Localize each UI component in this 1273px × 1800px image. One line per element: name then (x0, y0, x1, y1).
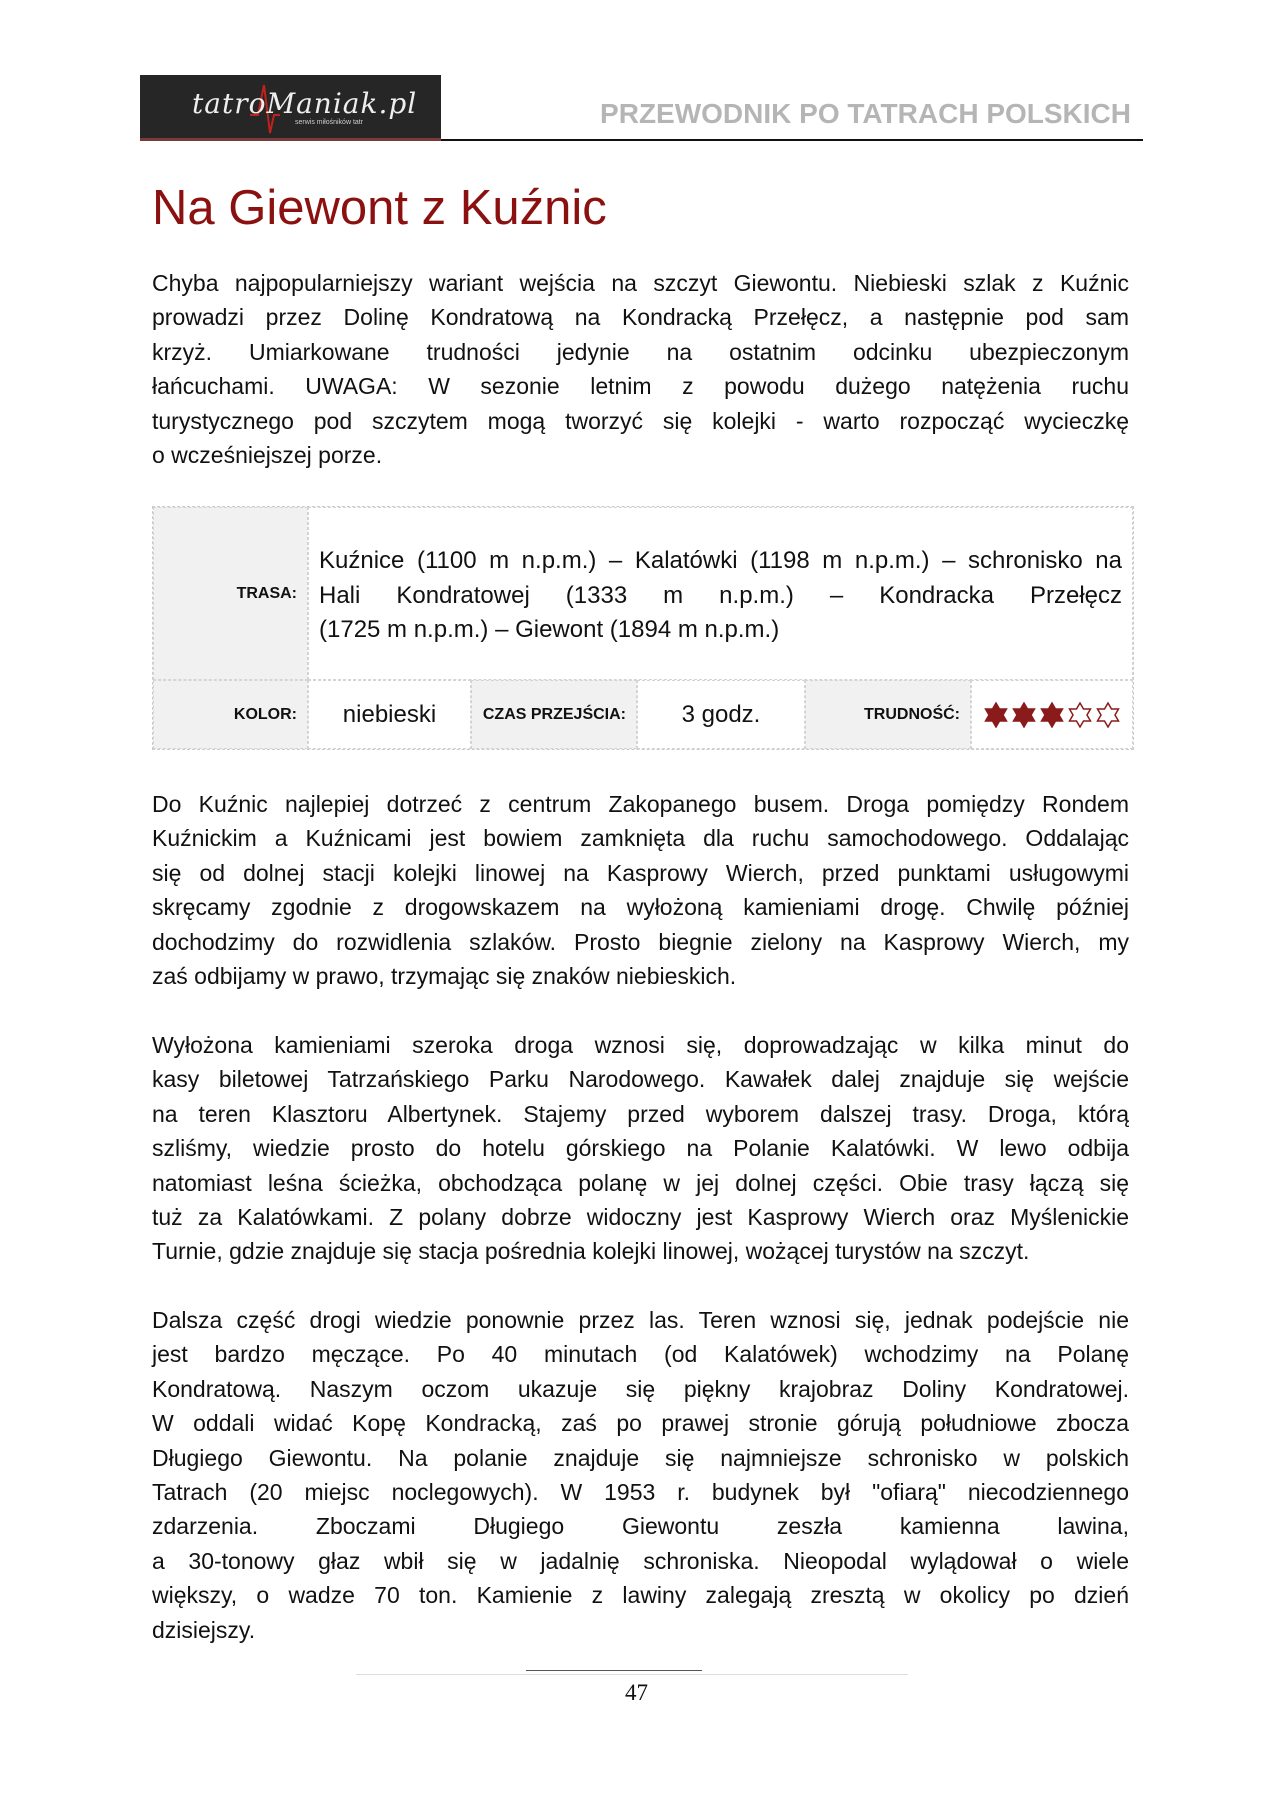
text-line: zdarzenia. Zboczami Długiego Giewontu zeszła kamienna lawina, (152, 1513, 1129, 1540)
star-filled-icon (983, 702, 1009, 728)
header-divider (441, 139, 1143, 141)
star-filled-icon (1039, 702, 1065, 728)
text-line: prowadzi przez Dolinę Kondratową na Kondracką Przełęcz, a następnie pod sam (152, 304, 1129, 331)
header-title: PRZEWODNIK PO TATRACH POLSKICH (600, 98, 1131, 129)
body-paragraph (152, 1028, 1129, 1269)
footer-divider (356, 1674, 908, 1675)
intro-paragraph (152, 266, 1129, 472)
time-label: CZAS PRZEJŚCIA: (471, 680, 637, 749)
logo-text: tatroManiak.pl (192, 87, 418, 120)
text-line: W oddali widać Kopę Kondracką, zaś po prawej stronie górują południowe zbocza (152, 1410, 1129, 1437)
color-label: KOLOR: (153, 680, 308, 749)
star-empty-icon (1095, 702, 1121, 728)
text-line: Tatrach (20 miejsc noclegowych). W 1953 r. budynek był "ofiarą" niecodziennego (152, 1479, 1129, 1506)
text-line: o wcześniejszej porze. (152, 442, 383, 469)
text-line: Dalsza część drogi wiedzie ponownie przez las. Teren wznosi się, jednak podejście nie (152, 1307, 1129, 1333)
page-title: Na Giewont z Kuźnic (152, 181, 607, 235)
text-line: Chyba najpopularniejszy wariant wejścia na szczyt Giewontu. Niebieski szlak z Kuźnic (152, 270, 1129, 296)
text-line: Wyłożona kamieniami szeroka droga wznosi się, doprowadzając w kilka minut do (152, 1032, 1129, 1058)
text-line: jest bardzo męczące. Po 40 minutach (od Kalatówek) wchodzimy na Polanę (152, 1341, 1129, 1368)
site-logo[interactable] (140, 75, 441, 141)
text-line: na teren Klasztoru Albertynek. Stajemy przed wyborem dalszej trasy. Droga, którą (152, 1100, 1129, 1127)
text-line: krzyż. Umiarkowane trudności jedynie na ostatnim odcinku ubezpieczonym (152, 338, 1129, 365)
star-filled-icon (1011, 702, 1037, 728)
route-value (308, 507, 1133, 680)
text-line: zaś odbijamy w prawo, trzymając się znaków niebieskich. (152, 963, 737, 990)
route-label: TRASA: (153, 507, 308, 680)
text-line: kasy biletowej Tatrzańskiego Parku Narodowego. Kawałek dalej znajduje się wejście (152, 1066, 1129, 1093)
text-line: Długiego Giewontu. Na polanie znajduje się najmniejsze schronisko w polskich (152, 1444, 1129, 1471)
difficulty-rating (971, 680, 1133, 749)
text-line: Kuźnickim a Kuźnicami jest bowiem zamknięta dla ruchu samochodowego. Oddalając (152, 825, 1129, 852)
text-line: się od dolnej stacji kolejki linowej na Kasprowy Wierch, przed punktami usługowymi (152, 859, 1129, 886)
logo-subtitle: serwis miłośników tatr (295, 119, 364, 126)
text-line: tuż za Kalatówkami. Z polany dobrze widoczny jest Kasprowy Wierch oraz Myślenickie (152, 1204, 1129, 1231)
text-line: łańcuchami. UWAGA: W sezonie letnim z powodu dużego natężenia ruchu (152, 373, 1129, 400)
text-line: Do Kuźnic najlepiej dotrzeć z centrum Zakopanego busem. Droga pomiędzy Rondem (152, 791, 1129, 817)
text-line: turystycznego pod szczytem mogą tworzyć się kolejki - warto rozpocząć wycieczkę (152, 407, 1129, 434)
body-paragraph (152, 1303, 1129, 1647)
text-line: większy, o wadze 70 ton. Kamienie z lawiny zalegają zresztą w okolicy po dzień (152, 1582, 1129, 1609)
star-empty-icon (1067, 702, 1093, 728)
text-line: Hali Kondratowej (1333 m n.p.m.) – Kondracka Przełęcz (319, 581, 1122, 609)
text-line: szliśmy, wiedzie prosto do hotelu górskiego na Polanie Kalatówki. W lewo odbija (152, 1135, 1129, 1162)
route-info-table (152, 506, 1134, 750)
text-line: a 30-tonowy głaz wbił się w jadalnię schroniska. Nieopodal wylądował o wiele (152, 1547, 1129, 1574)
difficulty-label: TRUDNOŚĆ: (805, 680, 971, 749)
text-line: dochodzimy do rozwidlenia szlaków. Prosto biegnie zielony na Kasprowy Wierch, my (152, 928, 1129, 955)
text-line: skręcamy zgodnie z drogowskazem na wyłożoną kamieniami drogę. Chwilę później (152, 894, 1129, 921)
page-number: 47 (625, 1680, 648, 1705)
body-paragraph (152, 787, 1129, 993)
text-line: (1725 m n.p.m.) – Giewont (1894 m n.p.m.) (319, 616, 780, 643)
color-value: niebieski (308, 680, 471, 749)
text-line: Kuźnice (1100 m n.p.m.) – Kalatówki (1198 m n.p.m.) – schronisko na (319, 547, 1122, 574)
text-line: Kondratową. Naszym oczom ukazuje się piękny krajobraz Doliny Kondratowej. (152, 1375, 1129, 1402)
text-line: dzisiejszy. (152, 1616, 256, 1643)
text-line: natomiast leśna ścieżka, obchodząca polanę w jej dolnej części. Obie trasy łączą się (152, 1169, 1129, 1196)
text-line: Turnie, gdzie znajduje się stacja pośrednia kolejki linowej, wożącej turystów na szczyt. (152, 1238, 1030, 1265)
footer-accent-line (526, 1670, 702, 1671)
time-value: 3 godz. (637, 680, 805, 749)
